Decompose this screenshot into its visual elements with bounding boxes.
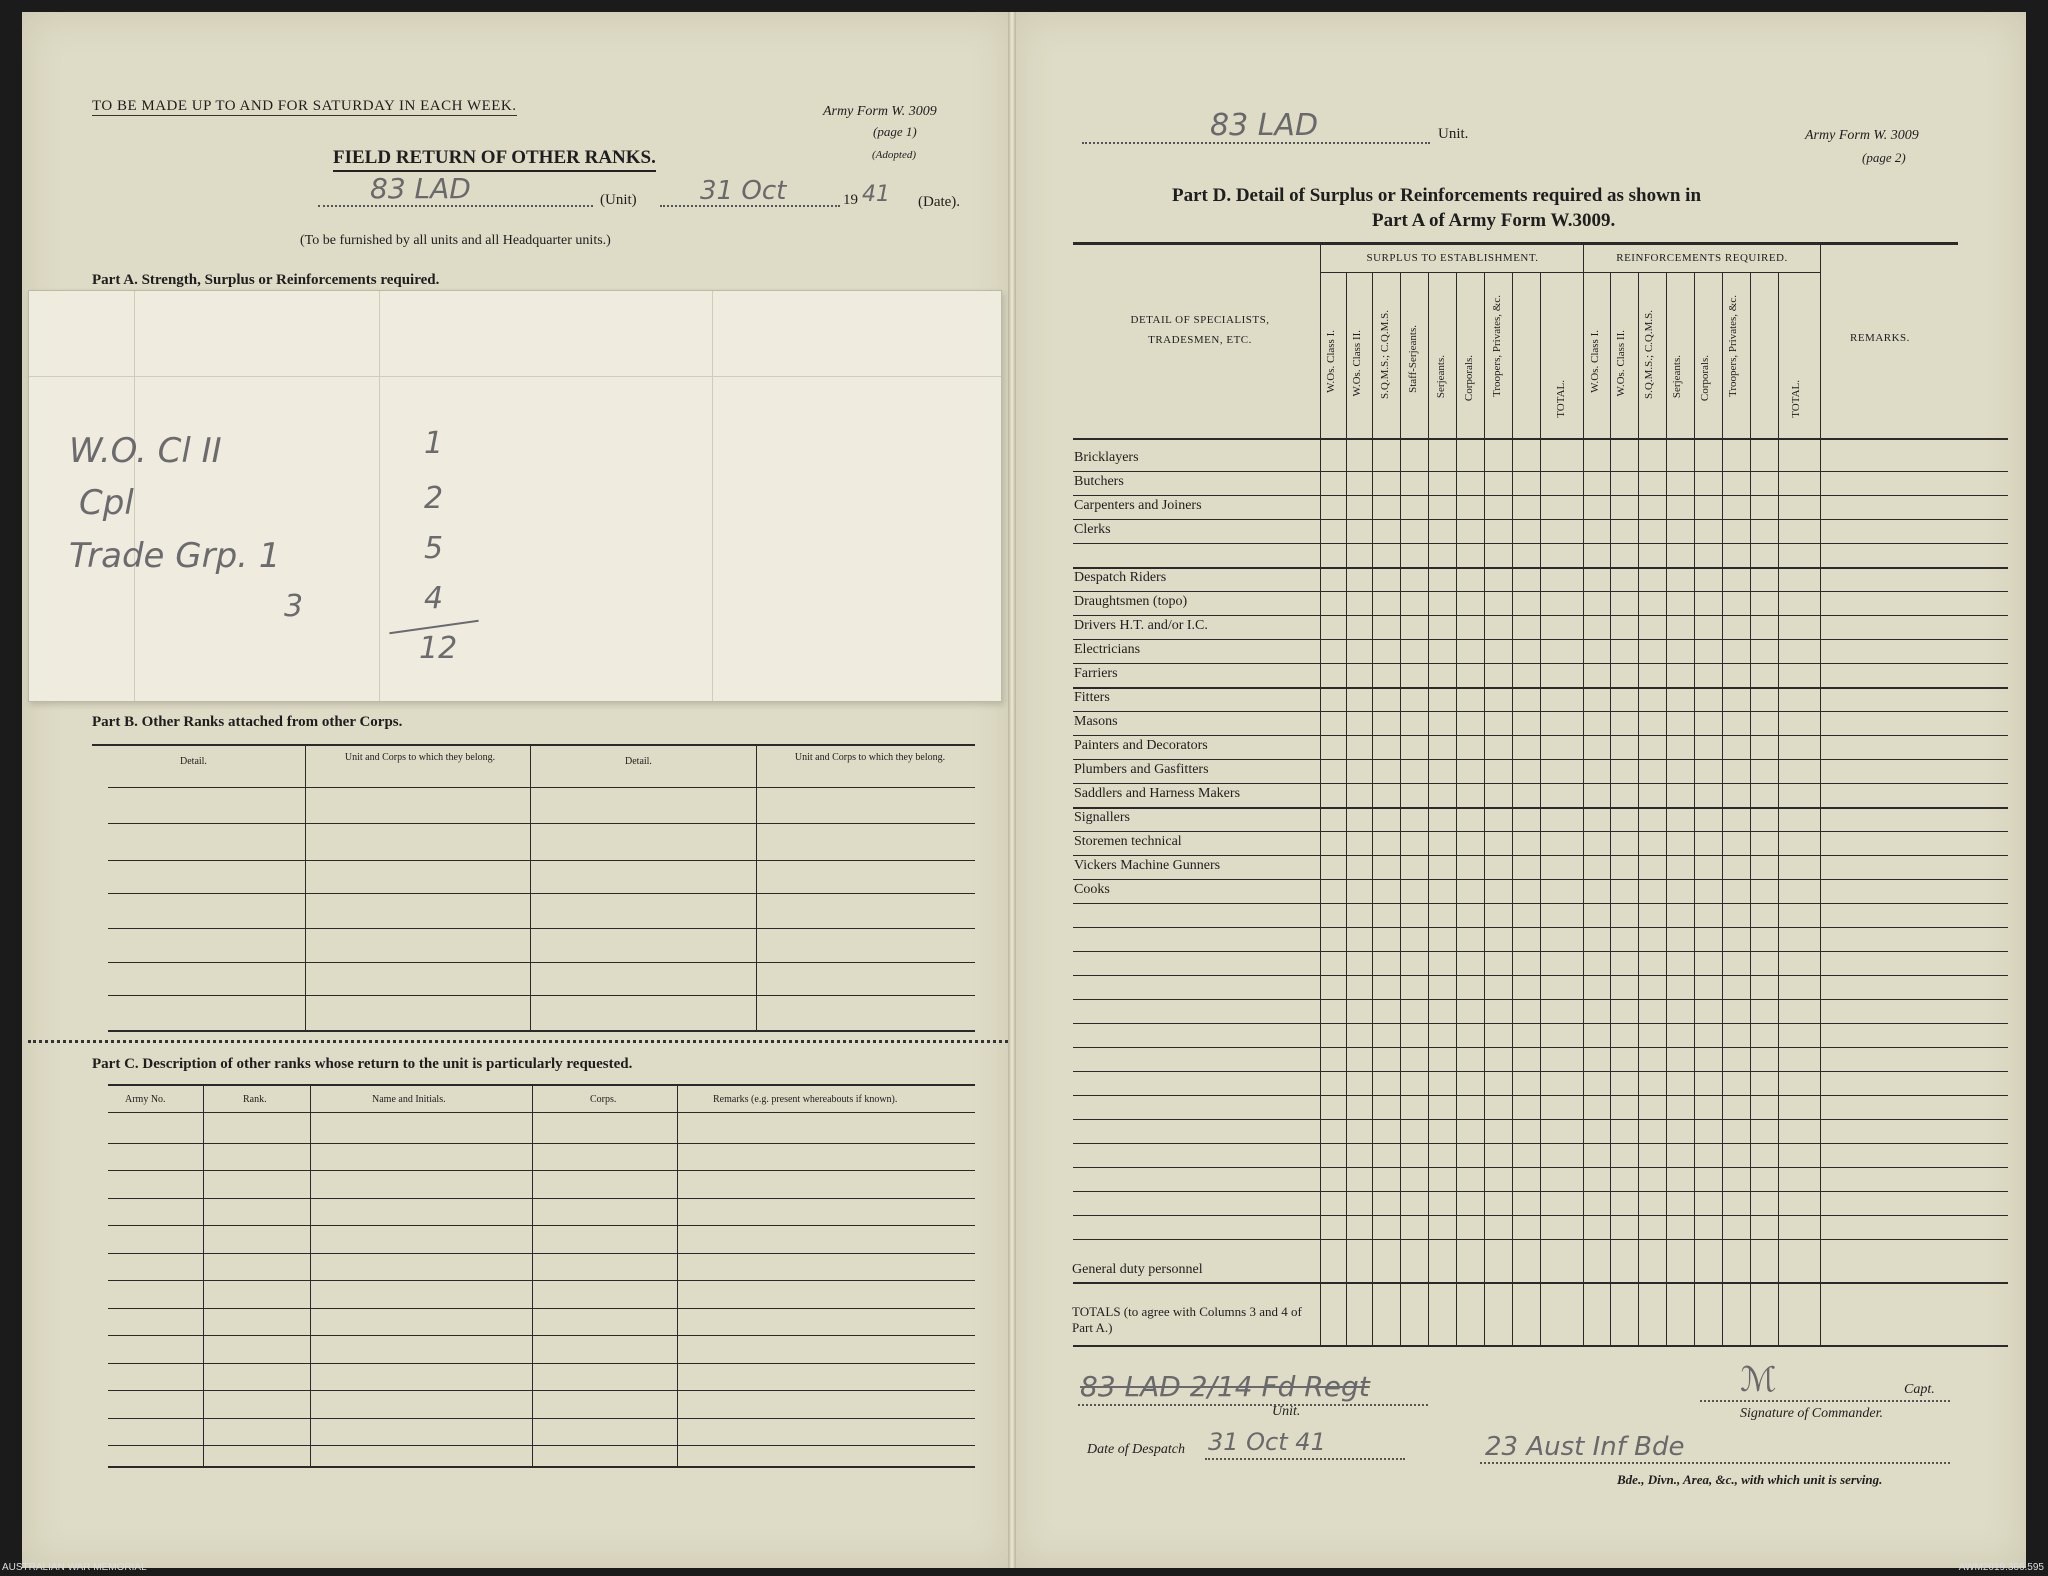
part-b-heading: Part B. Other Ranks attached from other Corps. (92, 714, 403, 730)
reinf-col-sqms: S.Q.M.S.; C.Q.M.S. (1643, 310, 1655, 399)
part-b-row-rule (108, 962, 975, 963)
despatch-handwritten: 31 Oct 41 (1208, 1428, 1326, 1456)
part-d-detail-divider (1320, 242, 1321, 1345)
trade-label: Carpenters and Joiners (1074, 498, 1202, 513)
slip-entry-4-label: 3 (284, 589, 304, 624)
part-c-header-name: Name and Initials. (372, 1094, 446, 1105)
part-b-header-2: Unit and Corps to which they belong. (344, 752, 496, 763)
part-c-top-rule (108, 1084, 975, 1086)
ghost-divider-1 (134, 291, 135, 701)
trade-label: Saddlers and Harness Makers (1074, 786, 1241, 801)
trade-label: Painters and Decorators (1074, 738, 1208, 753)
general-duty-rule (1073, 1282, 2008, 1284)
unit-dotline (318, 205, 593, 207)
page-fold (1008, 12, 1016, 1568)
part-c-bottom-rule (108, 1466, 975, 1468)
part-b-row-rule (108, 995, 975, 996)
trade-label: Fitters (1074, 690, 1110, 705)
trade-label: Farriers (1074, 666, 1118, 681)
blank-row-rule (1073, 1071, 2008, 1072)
caption-left: AUSTRALIAN WAR MEMORIAL (2, 1562, 147, 1573)
part-b-bottom-rule (108, 1030, 975, 1032)
trade-label: Drivers H.T. and/or I.C. (1074, 618, 1208, 633)
trade-label: Vickers Machine Gunners (1074, 858, 1221, 873)
surplus-col-wo2: W.Os. Class II. (1351, 330, 1363, 397)
blank-row-rule (1073, 1167, 2008, 1168)
slip-entry-1-value: 1 (424, 426, 444, 461)
blank-row-rule (1073, 1119, 2008, 1120)
signature-label: Signature of Commander. (1740, 1406, 1883, 1421)
surplus-col-total: TOTAL. (1555, 380, 1567, 418)
blank-row-rule (1073, 1095, 2008, 1096)
signature-dotline (1700, 1400, 1950, 1402)
part-c-row-rule (108, 1253, 975, 1254)
detail-column-header: DETAIL OF SPECIALISTS, TRADESMEN, ETC. (1130, 314, 1270, 346)
trade-label: Cooks (1074, 882, 1110, 897)
general-duty-label: General duty personnel (1072, 1262, 1203, 1277)
part-d-group-divider (1583, 242, 1584, 1345)
trade-row-rule (1073, 711, 2008, 712)
trade-row-rule (1073, 735, 2008, 736)
footer-unit-label: Unit. (1272, 1404, 1301, 1419)
blank-row-rule (1073, 1239, 2008, 1240)
part-c-row-rule (108, 1363, 975, 1364)
slip-entry-2-value: 2 (424, 481, 444, 516)
right-unit-handwritten: 83 LAD (1210, 108, 1319, 143)
form-title: FIELD RETURN OF OTHER RANKS. (333, 147, 656, 172)
adopted-label: (Adopted) (872, 149, 916, 161)
blank-row-rule (1073, 1047, 2008, 1048)
part-c-header-army-no: Army No. (125, 1094, 166, 1105)
totals-label: TOTALS (to agree with Columns 3 and 4 of Part A.) (1072, 1304, 1302, 1335)
part-b-row-rule (108, 893, 975, 894)
army-form-label: Army Form W. 3009 (823, 104, 937, 119)
footer-unit-dotline (1078, 1404, 1428, 1406)
part-d-top-rule (1073, 242, 1958, 245)
trade-row-rule (1073, 519, 2008, 520)
unit-handwritten: 83 LAD (370, 172, 471, 205)
perforation-line (28, 1040, 1008, 1043)
slip-entry-2-label: Cpl (79, 483, 134, 523)
part-c-col-rule-1 (203, 1084, 204, 1466)
trade-label: Electricians (1074, 642, 1141, 657)
part-b-header-1: Detail. (180, 756, 207, 767)
part-b-row-rule (108, 823, 975, 824)
date-label: (Date). (918, 194, 961, 210)
part-c-row-rule (108, 1308, 975, 1309)
unit-label: (Unit) (600, 192, 637, 208)
ghost-divider-2 (379, 291, 380, 701)
blank-row-rule (1073, 1215, 2008, 1216)
blank-row-rule (1073, 975, 2008, 976)
slip-entry-1-label: W.O. Cl II (69, 431, 222, 471)
furnish-note: (To be furnished by all units and all Headquarter units.) (300, 233, 611, 248)
trade-label: Draughtsmen (topo) (1074, 594, 1188, 609)
slip-entry-3-value: 5 (424, 531, 444, 566)
trade-label: Masons (1074, 714, 1118, 729)
remarks-column-header: REMARKS. (1850, 332, 1910, 344)
caption-right: AWM2019.366.595 (1958, 1562, 2044, 1573)
trade-row-rule (1073, 879, 2008, 880)
part-a-heading: Part A. Strength, Surplus or Reinforcements required. (92, 272, 440, 288)
trade-label: Storemen technical (1074, 834, 1182, 849)
year-handwritten: 41 (862, 182, 890, 207)
part-c-header-remarks: Remarks (e.g. present whereabouts if known). (713, 1094, 898, 1105)
surplus-col-staff-sjt: Staff-Serjeants. (1407, 325, 1419, 393)
header-instruction: TO BE MADE UP TO AND FOR SATURDAY IN EACH WEEK. (92, 98, 517, 114)
part-c-row-rule (108, 1198, 975, 1199)
blank-row-rule (1073, 927, 2008, 928)
part-c-heading: Part C. Description of other ranks whose return to the unit is particularly requested. (92, 1056, 633, 1072)
trade-row-rule (1073, 663, 2008, 664)
trade-row-rule (1073, 687, 2008, 689)
trade-label: Butchers (1074, 474, 1124, 489)
trade-label: Despatch Riders (1074, 570, 1167, 585)
part-c-row-rule (108, 1225, 975, 1226)
trade-row-rule (1073, 591, 2008, 592)
date-handwritten: 31 Oct (700, 176, 787, 206)
slip-total: 12 (419, 631, 458, 666)
blank-row-rule (1073, 1191, 2008, 1192)
part-c-header-corps: Corps. (590, 1094, 617, 1105)
trade-row-rule (1073, 543, 2008, 544)
trade-row-rule (1073, 855, 2008, 856)
trade-row-rule (1073, 831, 2008, 832)
trade-row-rule (1073, 807, 2008, 809)
trade-row-rule (1073, 759, 2008, 760)
blank-row-rule (1073, 1023, 2008, 1024)
surplus-col-sqms: S.Q.M.S.; C.Q.M.S. (1379, 310, 1391, 399)
capt-label: Capt. (1904, 1382, 1935, 1397)
trade-row-rule (1073, 639, 2008, 640)
reinf-col-wo1: W.Os. Class I. (1589, 330, 1601, 393)
part-c-row-rule (108, 1445, 975, 1446)
part-b-row-rule (108, 860, 975, 861)
reinf-col-corporals: Corporals. (1699, 355, 1711, 402)
trade-row-rule (1073, 903, 2008, 904)
reinf-col-serjeants: Serjeants. (1671, 355, 1683, 399)
right-page-number: (page 2) (1862, 150, 1906, 165)
reinf-col-troopers: Troopers, Privates, &c. (1727, 295, 1739, 397)
bde-handwritten: 23 Aust Inf Bde (1485, 1432, 1685, 1462)
part-b-row-rule (108, 928, 975, 929)
trade-row-rule (1073, 615, 2008, 616)
part-d-title-line2: Part A of Army Form W.3009. (1372, 210, 1616, 231)
trade-row-rule (1073, 567, 2008, 569)
bde-label: Bde., Divn., Area, &c., with which unit is serving. (1617, 1472, 1883, 1487)
right-unit-label: Unit. (1438, 126, 1469, 142)
reinf-col-wo2: W.Os. Class II. (1615, 330, 1627, 397)
part-c-col-rule-4 (677, 1084, 678, 1466)
part-d-group-rule (1320, 272, 1820, 273)
part-b-header-4: Unit and Corps to which they belong. (794, 752, 946, 763)
trade-row-rule (1073, 471, 2008, 472)
trade-label: Clerks (1074, 522, 1111, 537)
surplus-col-troopers: Troopers, Privates, &c. (1491, 295, 1503, 397)
part-c-row-rule (108, 1335, 975, 1336)
part-c-col-rule-3 (532, 1084, 533, 1466)
pasted-slip (28, 290, 1002, 702)
part-c-row-rule (108, 1143, 975, 1144)
blank-row-rule (1073, 1143, 2008, 1144)
trade-row-rule (1073, 783, 2008, 784)
ghost-divider-3 (712, 291, 713, 701)
page-number: (page 1) (873, 124, 917, 139)
part-d-title-line1: Part D. Detail of Surplus or Reinforcements required as shown in (1172, 185, 1702, 206)
surplus-col-wo1: W.Os. Class I. (1325, 330, 1337, 393)
part-c-row-rule (108, 1390, 975, 1391)
bde-dotline (1480, 1462, 1950, 1464)
trade-row-rule (1073, 495, 2008, 496)
part-c-header-rank: Rank. (243, 1094, 267, 1105)
part-b-row-rule (108, 787, 975, 788)
surplus-col-corporals: Corporals. (1463, 355, 1475, 402)
blank-row-rule (1073, 999, 2008, 1000)
slip-entry-3-label: Trade Grp. 1 (69, 536, 281, 576)
trade-label: Signallers (1074, 810, 1130, 825)
part-c-col-rule-2 (310, 1084, 311, 1466)
slip-entry-4-value: 4 (424, 581, 444, 616)
group-surplus-header: SURPLUS TO ESTABLISHMENT. (1366, 252, 1539, 264)
right-army-form-label: Army Form W. 3009 (1805, 128, 1919, 143)
part-c-row-rule (108, 1170, 975, 1171)
despatch-label: Date of Despatch (1087, 1442, 1185, 1457)
ghost-rule (29, 376, 1001, 377)
surplus-col-serjeants: Serjeants. (1435, 355, 1447, 399)
signature-handwritten-icon: ℳ (1740, 1360, 1777, 1400)
part-c-row-rule (108, 1418, 975, 1419)
blank-row-rule (1073, 951, 2008, 952)
year-prefix: 19 (843, 192, 858, 208)
trade-label: Bricklayers (1074, 450, 1139, 465)
part-d-remarks-divider (1820, 242, 1821, 1345)
group-reinforcements-header: REINFORCEMENTS REQUIRED. (1616, 252, 1788, 264)
footer-unit-handwritten: 83 LAD 2/14 Fd Regt (1080, 1370, 1370, 1403)
part-c-row-rule (108, 1280, 975, 1281)
part-c-row-rule (108, 1112, 975, 1113)
trade-label: Plumbers and Gasfitters (1074, 762, 1209, 777)
part-b-top-rule (92, 744, 975, 746)
despatch-dotline (1205, 1458, 1405, 1460)
part-b-header-3: Detail. (625, 756, 652, 767)
part-d-bottom-rule (1073, 1345, 2008, 1347)
caption-bar (0, 1568, 2048, 1576)
reinf-col-total: TOTAL. (1790, 380, 1802, 418)
